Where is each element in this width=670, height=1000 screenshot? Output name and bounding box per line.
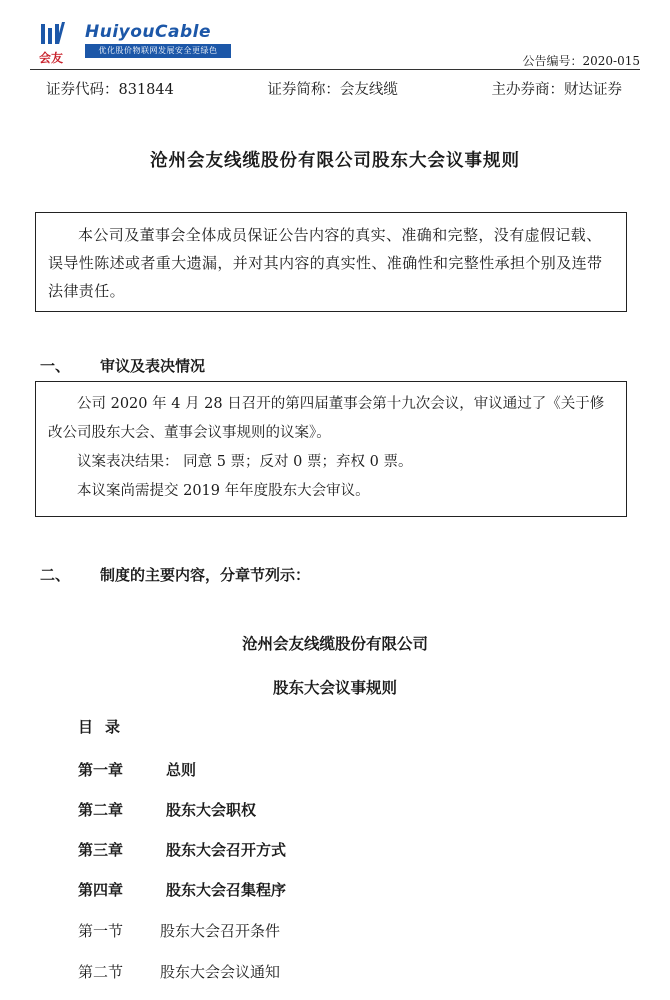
stock-info-row	[46, 78, 622, 99]
review-paragraph: 公司 2020 年 4 月 28 日召开的第四届董事会第十九次会议，审议通过了《关于修改公司股东大会、董事会议事规则的议案》。	[48, 396, 605, 441]
chapter-title: 股东大会召开方式	[166, 841, 287, 859]
toc-label: 目录	[78, 718, 133, 736]
section-1-title: 审议及表决情况	[100, 357, 206, 375]
chapter-number: 第三章	[78, 841, 124, 859]
section-title: 股东大会会议通知	[160, 963, 281, 981]
rules-name: 股东大会议事规则	[272, 678, 397, 697]
section-2-heading	[40, 564, 311, 585]
section-title: 股东大会召开条件	[160, 922, 281, 940]
logo-tagline: 优化股价物联网发展安全更绿色	[85, 44, 231, 58]
sponsor: 主办券商：财达证券	[491, 82, 622, 98]
document-title: 沧州会友线缆股份有限公司股东大会议事规则	[150, 151, 520, 171]
vote-result: 议案表决结果： 同意 5 票；反对 0 票；弃权 0 票。	[77, 454, 413, 470]
section-number: 第一节	[78, 922, 124, 940]
chapter-title: 股东大会职权	[166, 801, 257, 819]
section-2-number: 二、	[40, 566, 71, 584]
section-2-title: 制度的主要内容，分章节列示：	[100, 566, 311, 584]
disclaimer-box	[35, 212, 627, 312]
review-box	[35, 381, 627, 517]
section-1-heading	[40, 355, 206, 376]
chapter-number: 第二章	[78, 801, 124, 819]
chapter-number: 第四章	[78, 881, 124, 899]
chapter-number: 第一章	[78, 761, 124, 779]
header-divider	[30, 69, 640, 70]
chapter-title: 总则	[166, 761, 197, 779]
company-logo	[37, 22, 218, 65]
logo-cn-mark: 会友	[39, 51, 64, 65]
chapter-title: 股东大会召集程序	[166, 881, 287, 899]
stock-code: 证券代码：831844	[46, 82, 174, 98]
disclaimer-text: 本公司及董事会全体成员保证公告内容的真实、准确和完整，没有虚假记载、误导性陈述或者重大遗漏，并对其内容的真实性、准确性和完整性承担个别及连带法律责任。	[48, 226, 603, 300]
section-number: 第二节	[78, 963, 124, 981]
logo-wordmark: HuiyouCable	[85, 22, 211, 42]
pending-note: 本议案尚需提交 2019 年年度股东大会审议。	[77, 483, 370, 499]
section-1-number: 一、	[40, 357, 71, 375]
rules-company-name: 沧州会友线缆股份有限公司	[241, 634, 428, 653]
notice-number: 公告编号：2020-015	[522, 54, 640, 68]
stock-name: 证券简称：会友线缆	[267, 82, 398, 98]
